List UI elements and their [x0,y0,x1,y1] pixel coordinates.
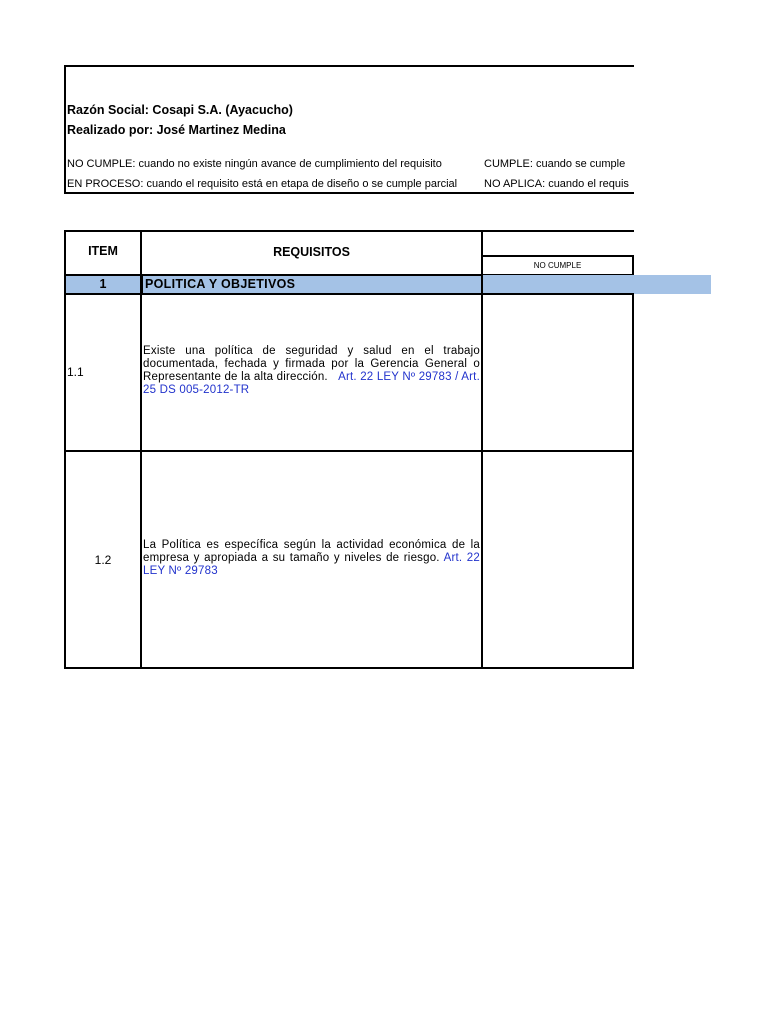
legend-en-proceso: EN PROCESO: cuando el requisito está en etapa de diseño o se cumple parcial [67,178,458,190]
row-1-1-item-cell [64,293,142,452]
header-top-line [481,230,634,232]
row-1-1-item: 1.1 [67,365,84,379]
row-1-2-item: 1.2 [94,553,112,567]
row-1-2-no-cumple-cell[interactable] [481,450,634,669]
section-number: 1 [64,274,142,295]
col-item-label: ITEM [88,244,118,258]
row-1-1-requisito [143,345,480,397]
col-item-header [64,230,142,276]
row-1-1-text: Existe una política de seguridad y salud en el trabajo documentada, fechada y firmada por la Gerencia General o Representante de la alta dirección. [143,345,480,383]
row-1-1-requisito-cell [140,293,483,452]
razon-social: Razón Social: Cosapi S.A. (Ayacucho) [67,103,293,117]
legend-no-aplica: NO APLICA: cuando el requis [484,178,629,190]
row-1-2-item-cell [64,450,142,669]
row-1-1-no-cumple-cell[interactable] [481,293,634,452]
col-no-cumple-label: NO CUMPLE [533,261,582,270]
row-1-2-ref-a: Art. 22 LEY Nº 29783 [143,552,480,577]
col-requisitos-label: REQUISITOS [273,245,350,259]
realizado-por: Realizado por: José Martinez Medina [67,123,286,137]
legend-no-cumple: NO CUMPLE: cuando no existe ningún avance de cumplimiento del requisito [67,158,442,170]
header-box [64,65,634,194]
section-label: POLITICA Y OBJETIVOS [141,274,483,295]
legend-cumple: CUMPLE: cuando se cumple [484,158,626,170]
row-1-1-ref-b: 29783 / Art. 25 DS 005-2012-TR [143,371,480,396]
row-1-2-requisito-cell [140,450,483,669]
row-1-2-text: La Política es específica según la actividad económica de la empresa y apropiada a su tamaño y niveles de riesgo. [143,539,480,564]
col-no-cumple-header [481,255,634,276]
col-requisitos-header [140,230,483,276]
row-1-2-requisito [143,539,480,578]
row-1-1-ref-a: Art. 22 LEY Nº [338,371,416,383]
